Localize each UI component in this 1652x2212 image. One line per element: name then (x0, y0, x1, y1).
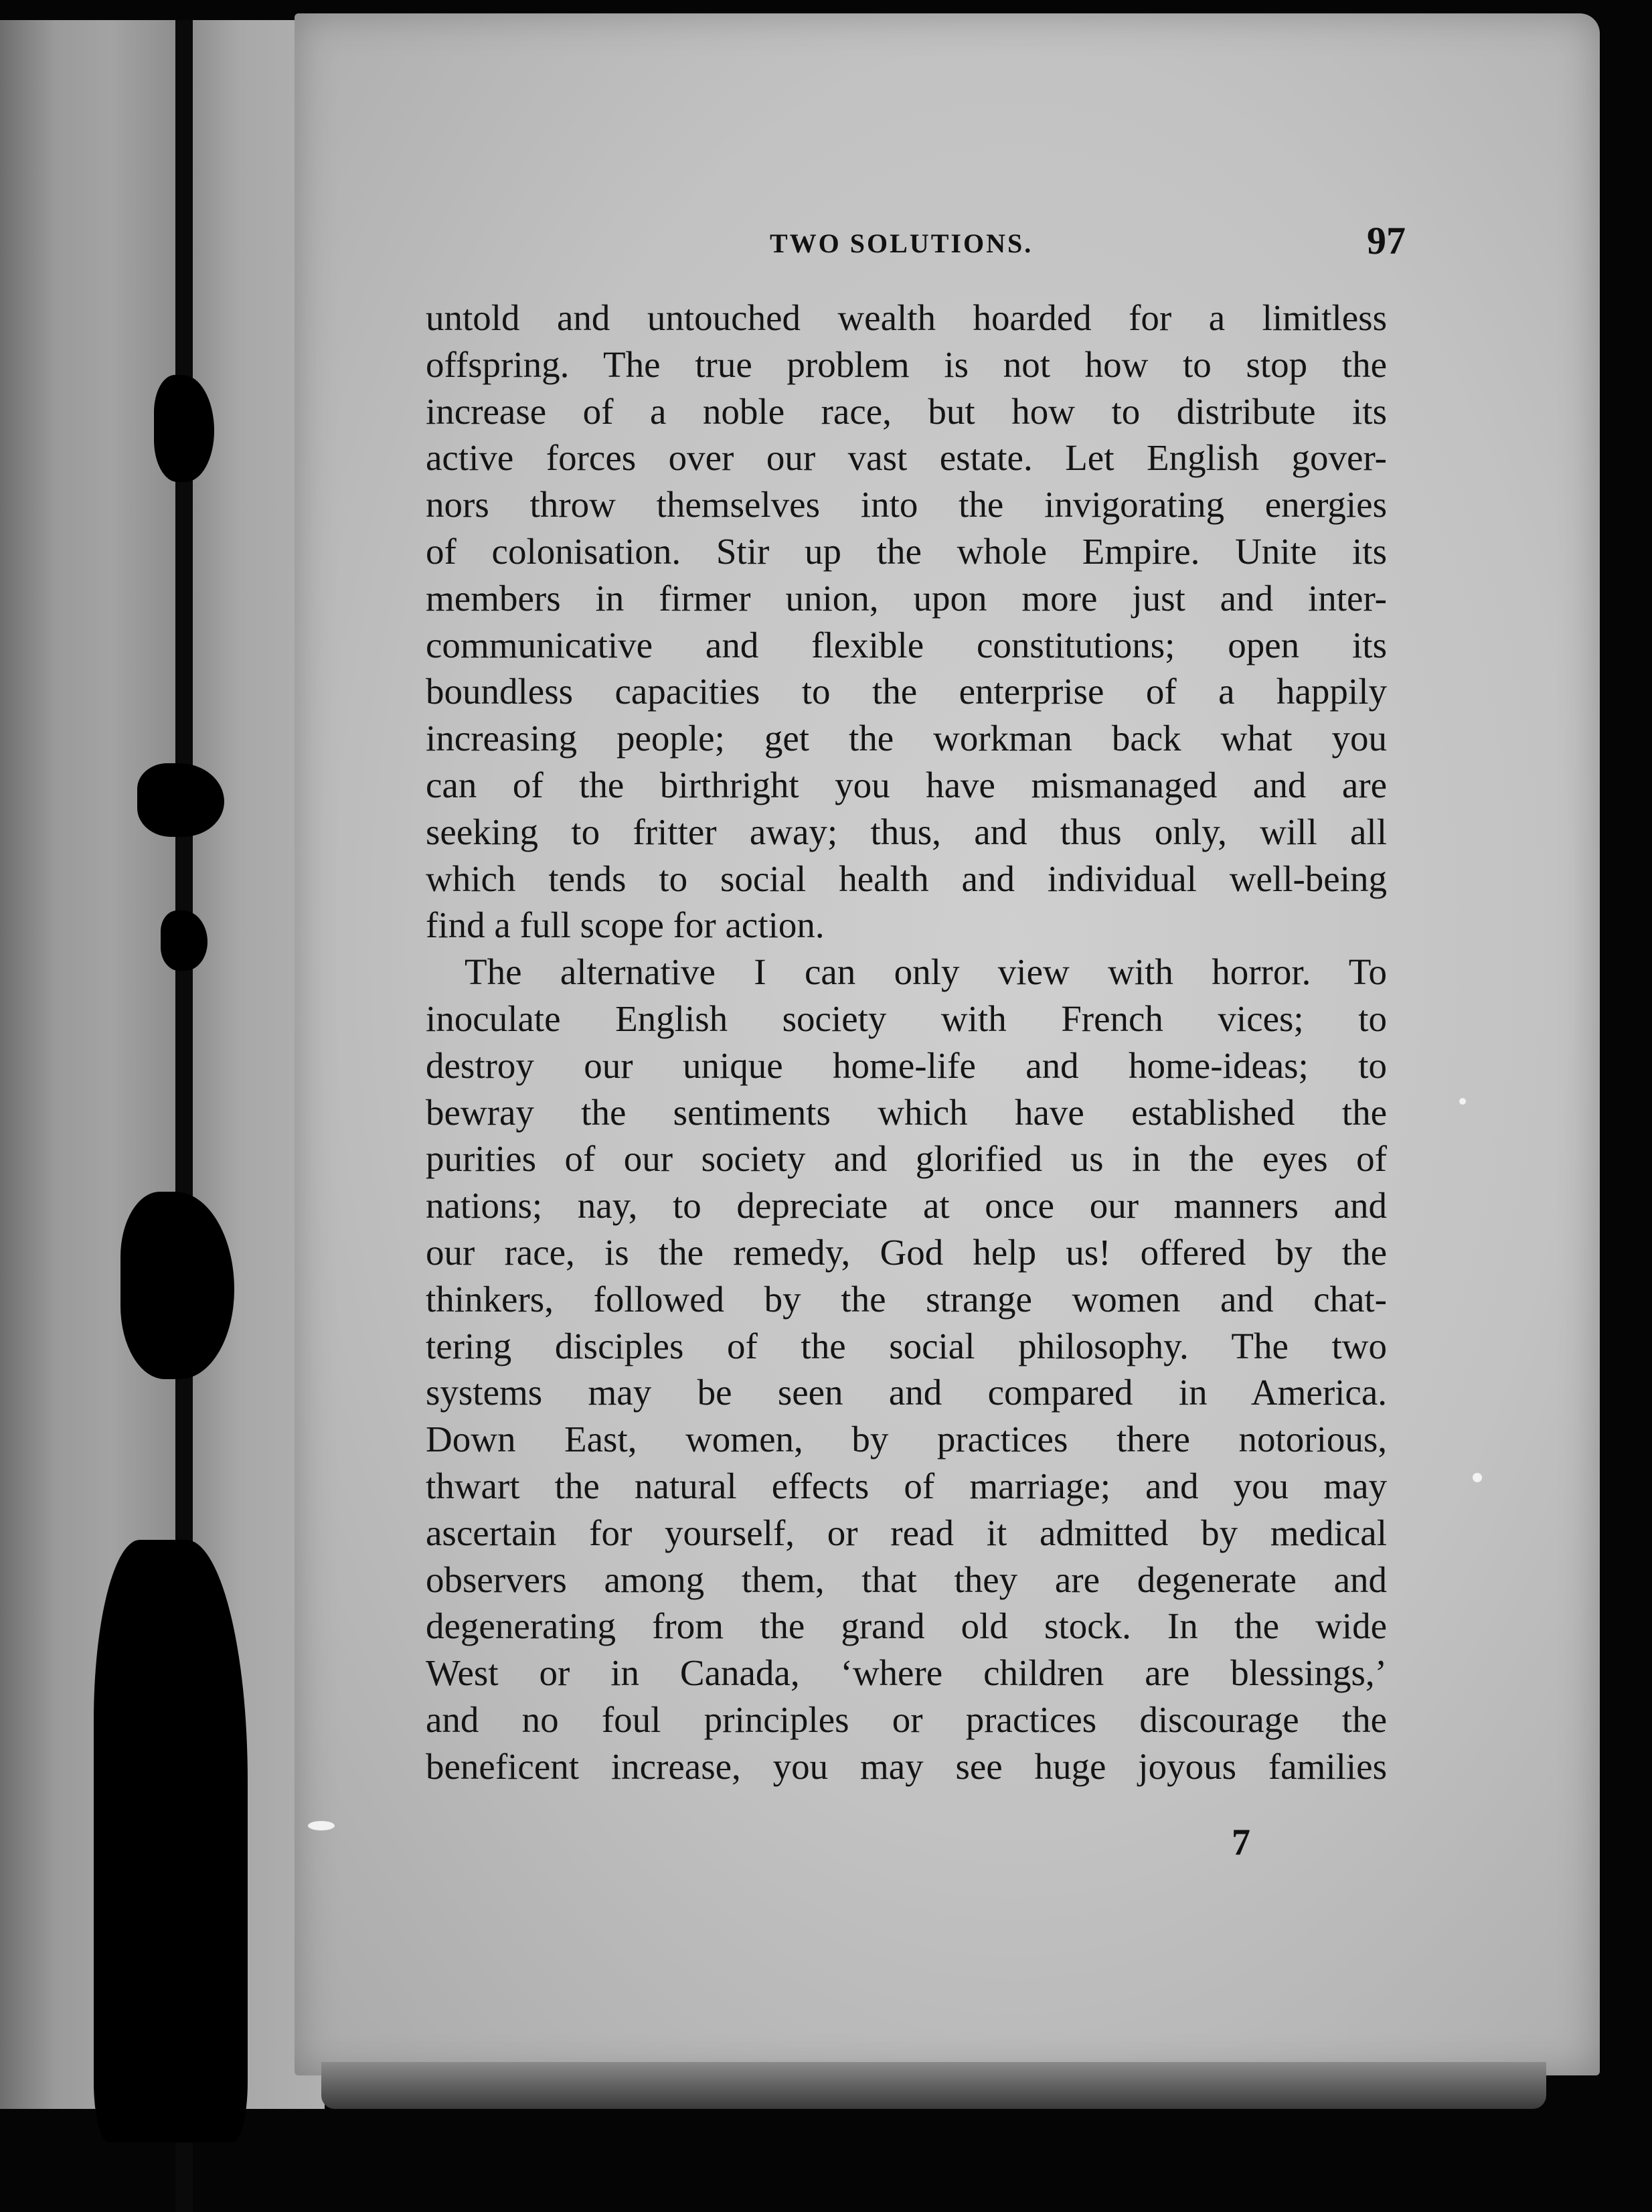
text-line: our race, is the remedy, God help us! offered by the (426, 1231, 1387, 1273)
paragraph (426, 949, 1387, 1790)
text-line: of colonisation. Stir up the whole Empire. Unite its (426, 530, 1387, 572)
body-text (426, 295, 1387, 1790)
text-line: thinkers, followed by the strange women and chat- (426, 1278, 1387, 1320)
text-line: nors throw themselves into the invigorating energies (426, 484, 1387, 526)
text-line: degenerating from the grand old stock. In the wide (426, 1605, 1387, 1647)
text-line: can of the birthright you have mismanaged and are (426, 764, 1387, 805)
text-line: ascertain for yourself, or read it admitted by medical (426, 1512, 1387, 1553)
spine-tear (154, 375, 214, 482)
text-line: members in firmer union, upon more just and inter- (426, 577, 1387, 619)
text-line: seeking to fritter away; thus, and thus only, will all (426, 811, 1387, 852)
spine-tear (94, 1540, 248, 2142)
scan-speck (308, 1821, 335, 1830)
text-line: offspring. The true problem is not how to stop the (426, 343, 1387, 385)
page-number: 97 (1367, 219, 1406, 262)
running-head: TWO SOLUTIONS. (770, 228, 1034, 258)
text-line: and no foul principles or practices discourage the (426, 1698, 1387, 1740)
scan-speck (1459, 1098, 1466, 1105)
scan-speck (1473, 1473, 1482, 1482)
page-bottom-edge (321, 2062, 1546, 2109)
text-line: increasing people; get the workman back what you (426, 718, 1387, 759)
spine-tear (161, 911, 208, 971)
text-line: increase of a noble race, but how to distribute its (426, 390, 1387, 432)
text-line: thwart the natural effects of marriage; and you may (426, 1465, 1387, 1506)
text-line: purities of our society and glorified us in the eyes of (426, 1138, 1387, 1180)
text-line: systems may be seen and compared in America. (426, 1372, 1387, 1413)
signature-mark: 7 (1232, 1822, 1250, 1863)
text-line: find a full scope for action. (426, 904, 825, 946)
text-line: tering disciples of the social philosophy. The two (426, 1325, 1387, 1366)
text-line: bewray the sentiments which have established the (426, 1091, 1387, 1133)
text-line: The alternative I can only view with horror. To (465, 951, 1387, 993)
text-line: active forces over our vast estate. Let English gover- (426, 437, 1387, 479)
text-line: observers among them, that they are degenerate and (426, 1559, 1387, 1600)
text-line: destroy our unique home-life and home-ideas; to (426, 1044, 1387, 1086)
text-line: beneficent increase, you may see huge joyous families (426, 1745, 1387, 1787)
text-line: Down East, women, by practices there notorious, (426, 1419, 1387, 1460)
text-line: nations; nay, to depreciate at once our manners and (426, 1185, 1387, 1227)
text-line: untold and untouched wealth hoarded for a limitless (426, 297, 1387, 338)
text-line: communicative and flexible constitutions; open its (426, 624, 1387, 665)
text-line: boundless capacities to the enterprise of a happily (426, 671, 1387, 712)
page-header (770, 219, 1406, 268)
text-line: which tends to social health and individual well-being (426, 858, 1387, 899)
text-line: West or in Canada, ‘where children are blessings,’ (426, 1652, 1387, 1694)
paragraph (426, 295, 1387, 949)
spine-tear (137, 763, 224, 837)
text-line: inoculate English society with French vices; to (426, 998, 1387, 1039)
